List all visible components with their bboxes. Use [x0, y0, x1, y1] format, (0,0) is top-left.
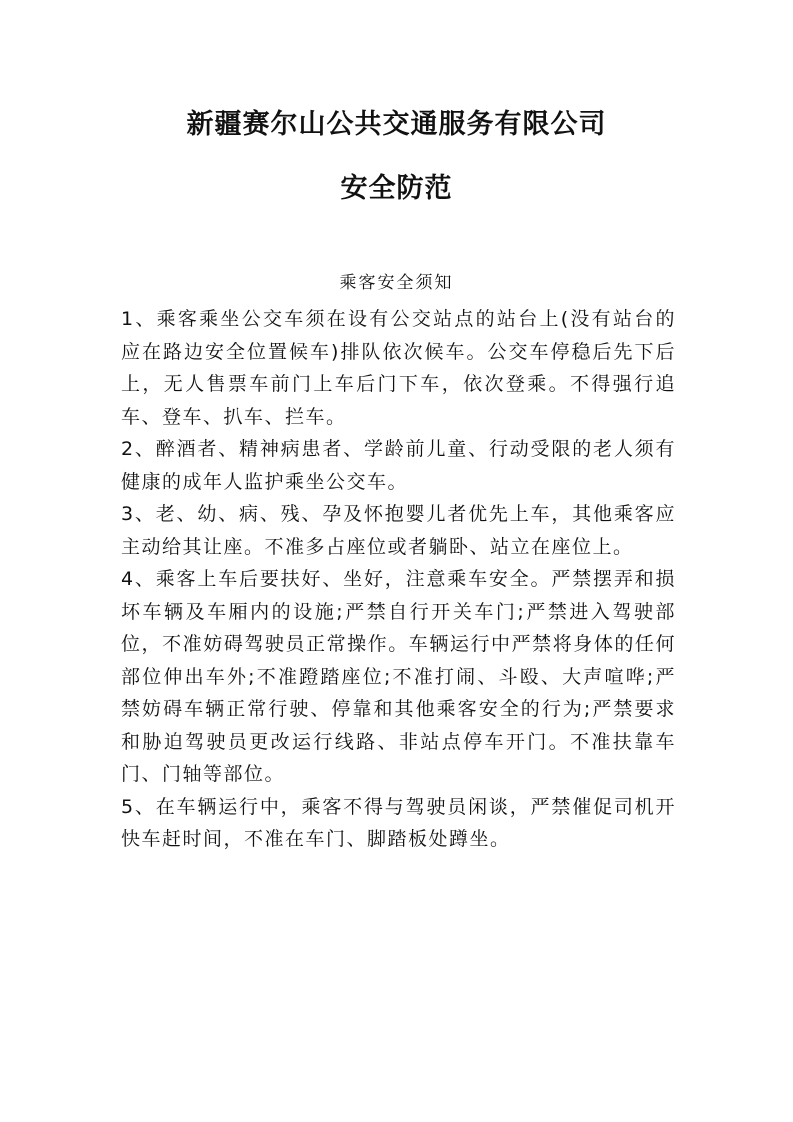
notice-paragraph-3: 3、老、幼、病、残、孕及怀抱婴儿者优先上车，其他乘客应主动给其让座。不准多占座位或者躺卧、站立在座位上。	[121, 503, 676, 558]
document-title: 安全防范	[340, 173, 453, 204]
notice-paragraph-4: 4、乘客上车后要扶好、坐好，注意乘车安全。严禁摆弄和损坏车辆及车厢内的设施;严禁自行开关车门;严禁进入驾驶部位，不准妨碍驾驶员正常操作。车辆运行中严禁将身体的任何部位伸出车外;不准蹬踏座位;不准打闹、斗殴、大声喧哗;严禁妨碍车辆正常行驶、停靠和其他乘客安全的行为;严禁要求和胁迫驾驶员更改运行线路、非站点停车开门。不准扶靠车门、门轴等部位。	[121, 568, 676, 785]
section-title: 乘客安全须知	[339, 273, 454, 293]
notice-body	[121, 303, 676, 856]
company-title: 新疆赛尔山公共交通服务有限公司	[186, 109, 607, 140]
notice-paragraph-5: 5、在车辆运行中，乘客不得与驾驶员闲谈，严禁催促司机开快车赶时间，不准在车门、脚踏板处蹲坐。	[121, 795, 676, 850]
notice-paragraph-2: 2、醉酒者、精神病患者、学龄前儿童、行动受限的老人须有健康的成年人监护乘坐公交车。	[121, 438, 676, 493]
notice-paragraph-1: 1、乘客乘坐公交车须在设有公交站点的站台上(没有站台的应在路边安全位置候车)排队依次候车。公交车停稳后先下后上，无人售票车前门上车后门下车，依次登乘。不得强行追车、登车、扒车、拦车。	[121, 308, 676, 428]
